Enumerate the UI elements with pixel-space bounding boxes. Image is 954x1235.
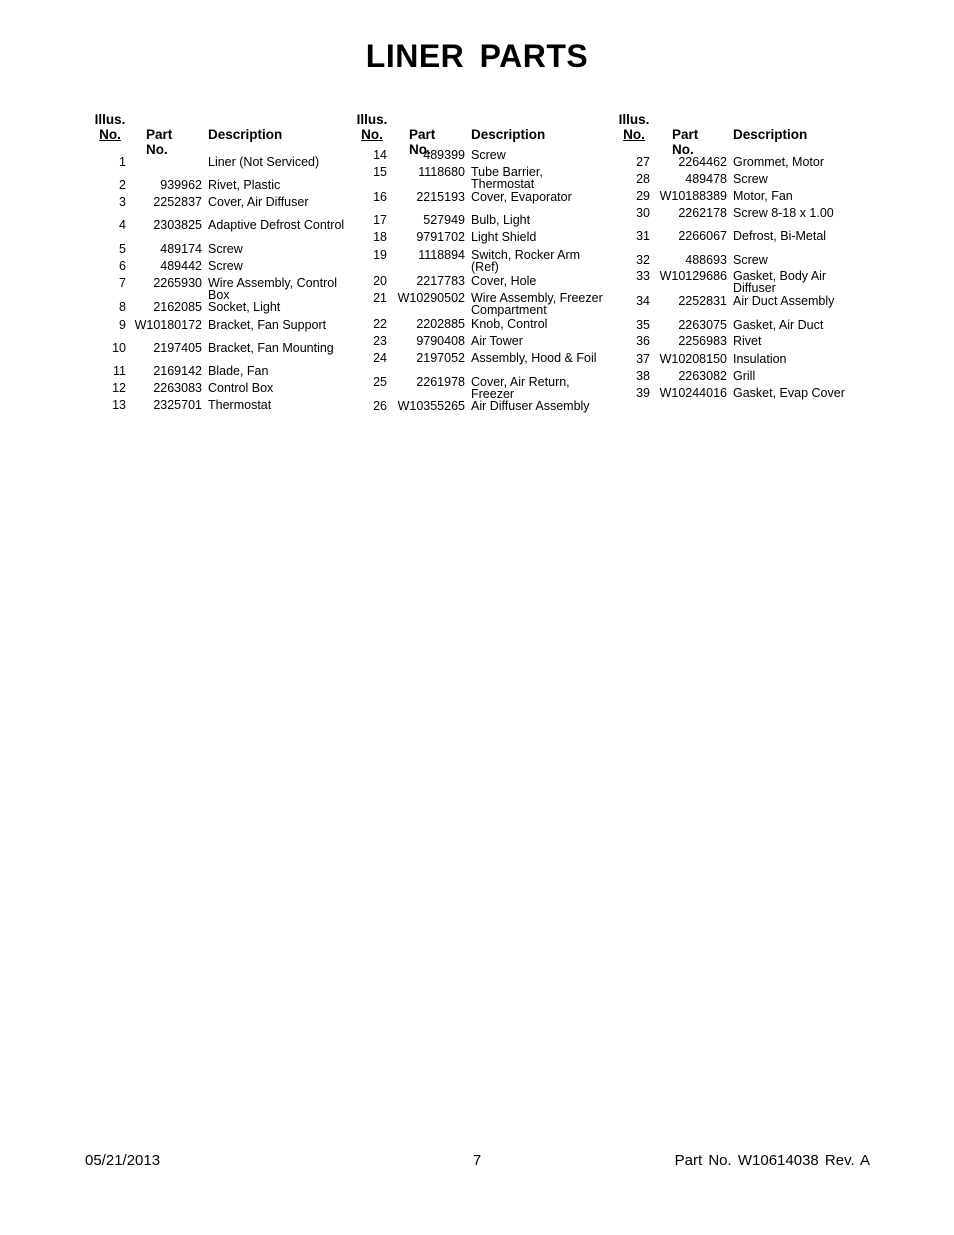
illus-number: 23 (373, 334, 387, 348)
part-number: 939962 (160, 178, 202, 192)
description-line: Tube Barrier, (471, 165, 543, 179)
illus-number: 22 (373, 317, 387, 331)
part-number: 2262178 (678, 206, 727, 220)
part-description (471, 275, 611, 287)
illus-number: 3 (119, 195, 126, 209)
description-line: Screw (208, 242, 243, 256)
description-line: Switch, Rocker Arm (471, 248, 581, 262)
illus-number: 38 (636, 369, 650, 383)
illus-number: 39 (636, 386, 650, 400)
header-part-no: Part No. (409, 127, 436, 157)
header-illus-line1: Illus. (618, 112, 650, 127)
illus-number: 11 (113, 364, 126, 378)
part-number: 2162085 (153, 300, 202, 314)
illus-number: 31 (636, 229, 650, 243)
description-line: Thermostat (471, 177, 535, 191)
part-description (733, 319, 873, 331)
description-line: Freezer (471, 387, 515, 401)
description-line: Blade, Fan (208, 364, 269, 378)
part-number: W10208150 (659, 352, 727, 366)
description-line: Light Shield (471, 230, 537, 244)
description-line: Air Tower (471, 334, 523, 348)
part-description (208, 196, 348, 208)
part-description (471, 191, 611, 203)
illus-number: 18 (373, 230, 387, 244)
part-number: 2217783 (416, 274, 465, 288)
description-line: Assembly, Hood & Foil (471, 351, 597, 365)
part-description (733, 173, 873, 185)
illus-number: 9 (119, 318, 126, 332)
part-description (471, 292, 611, 316)
description-line: Thermostat (208, 398, 272, 412)
description-line: Rivet, Plastic (208, 178, 281, 192)
illus-number: 30 (636, 206, 650, 220)
illus-number: 6 (119, 259, 126, 273)
part-description (208, 243, 348, 255)
header-description: Description (208, 127, 283, 142)
part-description (208, 342, 348, 354)
illus-number: 33 (636, 269, 650, 283)
header-part-no: Part No. (672, 127, 699, 157)
illus-number: 4 (119, 218, 126, 232)
description-line: Compartment (471, 303, 547, 317)
footer-page-number: 7 (472, 1152, 482, 1169)
description-line: Liner (Not Serviced) (208, 155, 320, 169)
illus-number: 7 (119, 276, 126, 290)
illus-number: 37 (636, 352, 650, 366)
illus-number: 10 (112, 341, 126, 355)
illus-number: 19 (373, 248, 387, 262)
part-number: 2303825 (153, 218, 202, 232)
description-line: Air Diffuser Assembly (471, 399, 590, 413)
illus-number: 26 (373, 399, 387, 413)
part-number: 2266067 (678, 229, 727, 243)
part-number: 2261978 (416, 375, 465, 389)
part-description (208, 399, 348, 411)
part-number: W10355265 (397, 399, 465, 413)
footer-date: 05/21/2013 (85, 1152, 161, 1169)
illus-number: 34 (636, 294, 650, 308)
part-number: W10188389 (659, 189, 727, 203)
illus-number: 21 (373, 291, 387, 305)
part-number: 2265930 (153, 276, 202, 290)
header-part-no: Part No. (146, 127, 173, 157)
part-number: 2325701 (153, 398, 202, 412)
part-description (733, 254, 873, 266)
part-description (471, 376, 611, 400)
part-description (733, 370, 873, 382)
header-illus-line2: No. (361, 127, 383, 142)
footer-part-number: Part No. W10614038 Rev. A (674, 1152, 870, 1169)
part-number: 2252831 (678, 294, 727, 308)
part-number: 2169142 (153, 364, 202, 378)
illus-number: 32 (636, 253, 650, 267)
illus-number: 13 (112, 398, 126, 412)
illus-number: 24 (373, 351, 387, 365)
header-illus-no (93, 112, 127, 142)
description-line: Bulb, Light (471, 213, 531, 227)
illus-number: 15 (373, 165, 387, 179)
description-line: Screw (471, 148, 506, 162)
description-line: Cover, Air Return, (471, 375, 570, 389)
illus-number: 29 (636, 189, 650, 203)
part-number: 2263083 (153, 381, 202, 395)
part-description (471, 149, 611, 161)
illus-number: 12 (112, 381, 126, 395)
description-line: Grill (733, 369, 756, 383)
part-number: 489399 (423, 148, 465, 162)
part-number: W10244016 (659, 386, 727, 400)
illus-number: 16 (373, 190, 387, 204)
header-illus-line2: No. (99, 127, 121, 142)
part-number: 489174 (160, 242, 202, 256)
part-number: 2263082 (678, 369, 727, 383)
illus-number: 35 (636, 318, 650, 332)
part-number: 1118894 (418, 248, 465, 262)
part-number: 489478 (685, 172, 727, 186)
illus-number: 5 (119, 242, 126, 256)
part-description (733, 190, 873, 202)
header-illus-no (617, 112, 651, 142)
illus-number: 1 (119, 155, 126, 169)
description-line: Diffuser (733, 281, 776, 295)
part-description (471, 335, 611, 347)
description-line: (Ref) (471, 260, 499, 274)
part-description (733, 207, 873, 219)
header-description: Description (733, 127, 808, 142)
description-line: Gasket, Evap Cover (733, 386, 845, 400)
part-description (208, 301, 348, 313)
description-line: Screw (208, 259, 243, 273)
page-title: LINER PARTS (365, 38, 589, 74)
part-description (471, 231, 611, 243)
description-line: Bracket, Fan Mounting (208, 341, 334, 355)
illus-number: 8 (119, 300, 126, 314)
illus-number: 28 (636, 172, 650, 186)
part-description (733, 270, 873, 294)
description-line: Gasket, Air Duct (733, 318, 824, 332)
part-description (471, 214, 611, 226)
description-line: Wire Assembly, Freezer (471, 291, 603, 305)
description-line: Gasket, Body Air (733, 269, 827, 283)
part-description (208, 179, 348, 191)
description-line: Screw (733, 253, 768, 267)
part-number: 488693 (685, 253, 727, 267)
description-line: Grommet, Motor (733, 155, 824, 169)
description-line: Box (208, 288, 230, 302)
part-description (471, 249, 611, 273)
part-number: 9790408 (416, 334, 465, 348)
part-number: 2202885 (416, 317, 465, 331)
part-description (208, 365, 348, 377)
part-number: 2215193 (416, 190, 465, 204)
illus-number: 14 (373, 148, 387, 162)
part-description (733, 295, 873, 307)
part-description (471, 166, 611, 190)
part-number: 2197405 (153, 341, 202, 355)
illus-number: 27 (636, 155, 650, 169)
part-number: W10180172 (134, 318, 202, 332)
part-number: 2197052 (416, 351, 465, 365)
part-description (208, 277, 348, 301)
description-line: Screw 8-18 x 1.00 (733, 206, 834, 220)
header-illus-line1: Illus. (94, 112, 126, 127)
description-line: Cover, Air Diffuser (208, 195, 309, 209)
description-line: Control Box (208, 381, 274, 395)
description-line: Cover, Hole (471, 274, 537, 288)
part-number: 527949 (423, 213, 465, 227)
description-line: Defrost, Bi-Metal (733, 229, 827, 243)
part-description (471, 318, 611, 330)
part-number: 2252837 (153, 195, 202, 209)
header-description: Description (471, 127, 546, 142)
illus-number: 17 (373, 213, 387, 227)
illus-number: 2 (119, 178, 126, 192)
description-line: Adaptive Defrost Control (208, 218, 345, 232)
description-line: Socket, Light (208, 300, 281, 314)
part-number: 2256983 (678, 334, 727, 348)
part-description (733, 156, 873, 168)
part-number: W10290502 (397, 291, 465, 305)
description-line: Bracket, Fan Support (208, 318, 327, 332)
illus-number: 25 (373, 375, 387, 389)
part-description (733, 387, 873, 399)
part-number: 2263075 (678, 318, 727, 332)
description-line: Wire Assembly, Control (208, 276, 337, 290)
description-line: Screw (733, 172, 768, 186)
description-line: Knob, Control (471, 317, 548, 331)
part-description (208, 260, 348, 272)
part-number: 489442 (160, 259, 202, 273)
part-description (733, 335, 873, 347)
description-line: Rivet (733, 334, 762, 348)
part-description (733, 353, 873, 365)
part-description (208, 382, 348, 394)
description-line: Cover, Evaporator (471, 190, 572, 204)
part-number: 1118680 (418, 165, 465, 179)
part-number: 9791702 (416, 230, 465, 244)
part-description (208, 156, 348, 168)
description-line: Motor, Fan (733, 189, 793, 203)
description-line: Insulation (733, 352, 787, 366)
part-number: 2264462 (678, 155, 727, 169)
header-illus-line2: No. (623, 127, 645, 142)
part-description (471, 400, 611, 412)
illus-number: 20 (373, 274, 387, 288)
header-illus-line1: Illus. (356, 112, 388, 127)
part-number: W10129686 (659, 269, 727, 283)
part-description (208, 319, 348, 331)
part-description (208, 219, 348, 231)
header-illus-no (355, 112, 389, 142)
part-description (733, 230, 873, 242)
part-description (471, 352, 611, 364)
illus-number: 36 (636, 334, 650, 348)
description-line: Air Duct Assembly (733, 294, 835, 308)
